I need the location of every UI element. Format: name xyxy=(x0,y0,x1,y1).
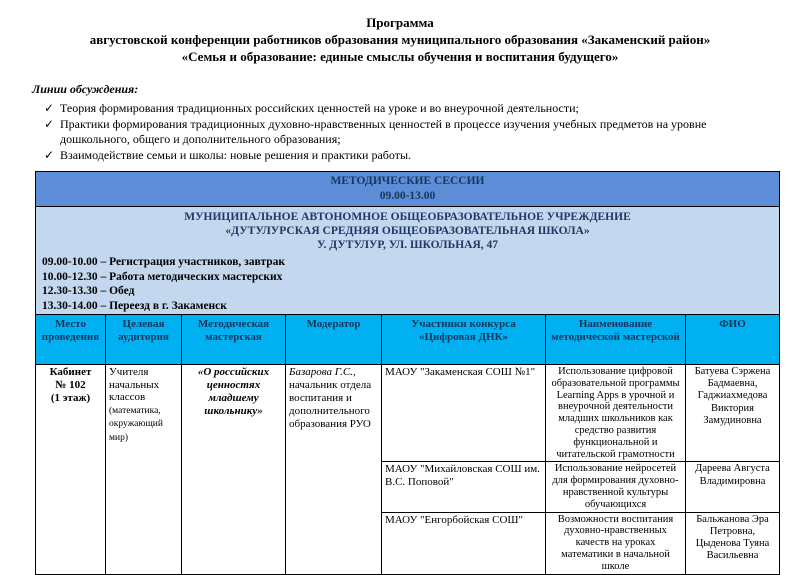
workshop-name-cell: Использование цифровой образовательной программы Learning Apps в урочной и внеурочной деятельности младших школьников как средство развития функциональной и читательской грамотности xyxy=(546,365,686,462)
discussion-item-text: Практики формирования традиционных духовно-нравственных ценностей в процессе изучения учебных предметов на уровне дошкольного, общего и дополнительного образования; xyxy=(60,117,707,146)
session-header-cell xyxy=(36,172,780,207)
column-header-participants: Участники конкурса «Цифровая ДНК» xyxy=(382,315,546,365)
discussion-section xyxy=(32,82,800,163)
discussion-item-text: Взаимодействие семьи и школы: новые решения и практики работы. xyxy=(60,148,412,162)
document-title xyxy=(0,0,800,65)
checkmark-icon: ✓ xyxy=(44,117,55,131)
location-line: № 102 xyxy=(55,379,86,391)
discussion-heading: Линии обсуждения: xyxy=(32,82,139,96)
venue-line-2: «ДУТУЛУРСКАЯ СРЕДНЯЯ ОБЩЕОБРАЗОВАТЕЛЬНАЯ ШКОЛА» xyxy=(225,225,590,237)
audience-text: Учителя начальных классов xyxy=(109,366,160,403)
fio-cell: Бальжанова Эра Петровна, Цыденова Туяна Васильевна xyxy=(686,512,780,574)
discussion-item-text: Теория формирования традиционных российских ценностей на уроке и во внеурочной деятельности; xyxy=(60,101,579,115)
discussion-item xyxy=(44,148,779,163)
fio-cell: Дареева Августа Владимировна xyxy=(686,462,780,512)
audience-note: (математика, окружающий мир) xyxy=(109,405,163,443)
location-cell xyxy=(36,365,106,575)
location-line: Кабинет xyxy=(49,366,92,378)
checkmark-icon: ✓ xyxy=(44,148,55,162)
column-header-moderator: Модератор xyxy=(286,315,382,365)
venue-line-3: У. ДУТУЛУР, УЛ. ШКОЛЬНАЯ, 47 xyxy=(316,239,499,251)
location-line: (1 этаж) xyxy=(50,392,91,404)
checkmark-icon: ✓ xyxy=(44,101,55,115)
audience-cell xyxy=(106,365,182,575)
table-row xyxy=(36,365,780,462)
venue-schedule xyxy=(40,255,775,313)
discussion-item xyxy=(44,101,779,116)
schedule-line: 09.00-10.00 – Регистрация участников, завтрак xyxy=(42,256,286,268)
moderator-cell xyxy=(286,365,382,575)
venue-cell xyxy=(36,207,780,315)
column-header-fio: ФИО xyxy=(686,315,780,365)
table-header-row xyxy=(36,315,780,365)
program-table xyxy=(35,171,780,575)
workshop-name-cell: Возможности воспитания духовно-нравственных качеств на уроках математики в начальной школе xyxy=(546,512,686,574)
workshop-title-cell: «О российских ценностях младшему школьнику» xyxy=(182,365,286,575)
schedule-line: 13.30-14.00 – Переезд в г. Закаменск xyxy=(42,299,227,312)
schedule-line: 12.30-13.30 – Обед xyxy=(42,285,135,297)
moderator-role: начальник отдела воспитания и дополнительного образования РУО xyxy=(289,379,372,430)
column-header-audience: Целевая аудитория xyxy=(106,315,182,365)
schedule-line: 10.00-12.30 – Работа методических мастерских xyxy=(42,270,283,283)
discussion-item xyxy=(44,117,779,147)
column-header-location: Место проведения xyxy=(36,315,106,365)
session-time: 09.00-13.00 xyxy=(379,190,436,202)
column-header-workshop: Методическая мастерская xyxy=(182,315,286,365)
workshop-name-cell: Использование нейросетей для формирования духовно-нравственной культуры обучающихся xyxy=(546,462,686,512)
venue-heading xyxy=(40,210,775,252)
participant-cell: МАОУ "Енгорбойская СОШ" xyxy=(382,512,546,574)
title-line-1: Программа xyxy=(366,15,434,30)
column-header-workshop-name: Наименование методической мастерской xyxy=(546,315,686,365)
participant-cell: МАОУ "Закаменская СОШ №1" xyxy=(382,365,546,462)
participant-cell: МАОУ "Михайловская СОШ им. В.С. Поповой" xyxy=(382,462,546,512)
session-title: МЕТОДИЧЕСКИЕ СЕССИИ xyxy=(330,175,485,187)
session-header-row xyxy=(36,172,780,207)
title-line-2: августовской конференции работников образования муниципального образования «Закаменский район» xyxy=(89,32,711,47)
moderator-name: Базарова Г.С., xyxy=(289,366,356,378)
fio-cell: Батуева Сэржена Бадмаевна, Гаджиахмедова Виктория Замудиновна xyxy=(686,365,780,462)
venue-line-1: МУНИЦИПАЛЬНОЕ АВТОНОМНОЕ ОБЩЕОБРАЗОВАТЕЛЬНОЕ УЧРЕЖДЕНИЕ xyxy=(184,211,631,223)
title-line-3: «Семья и образование: единые смыслы обучения и воспитания будущего» xyxy=(181,49,619,64)
venue-row xyxy=(36,207,780,315)
